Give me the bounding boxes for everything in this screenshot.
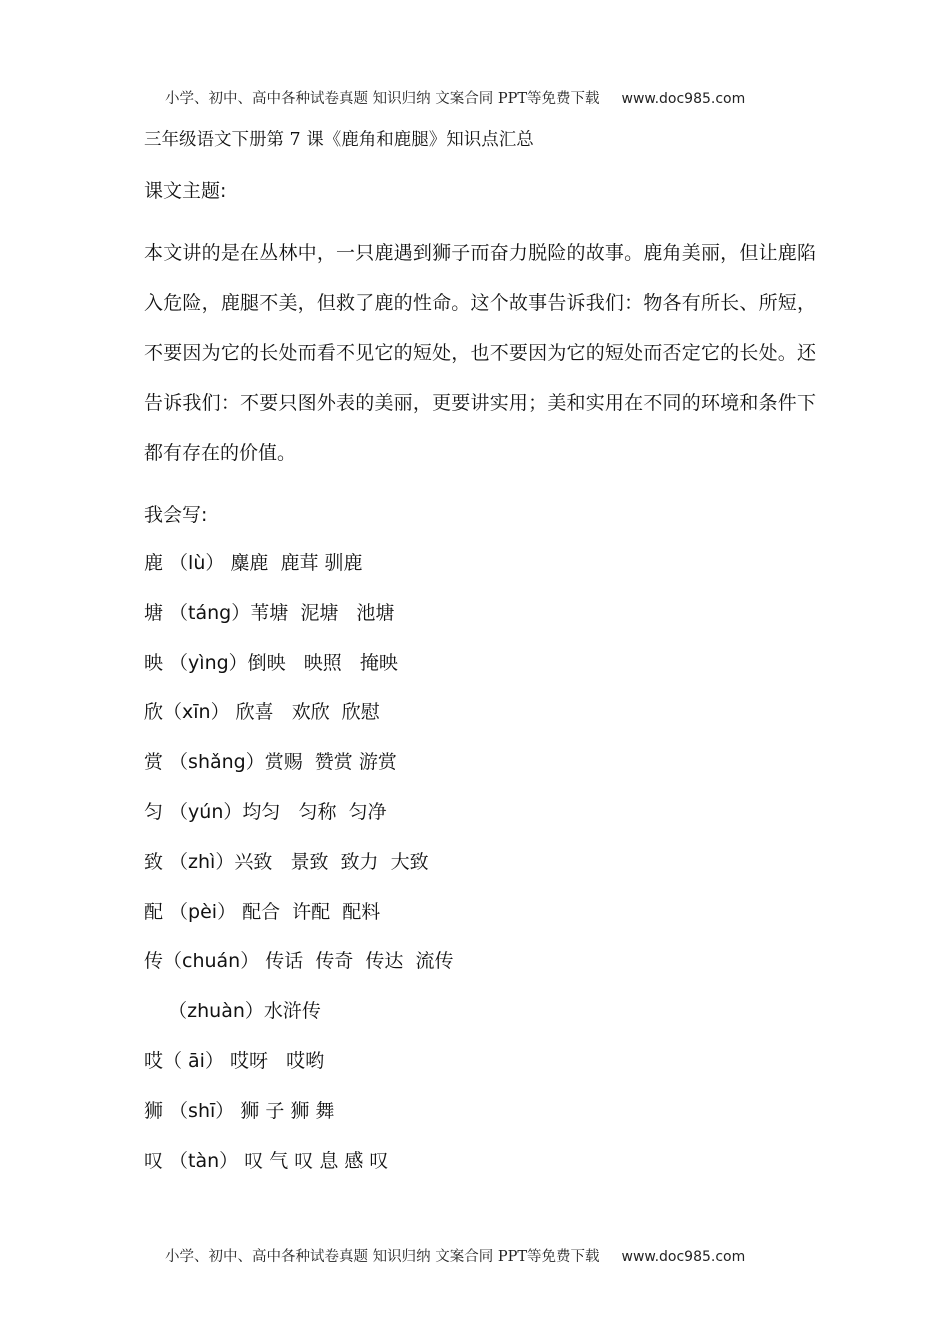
list-item: 匀 （yún）均匀 匀称 匀净 [144, 800, 387, 823]
list-item: 欣（xīn） 欣喜 欢欣 欣慰 [144, 701, 380, 724]
list-item: 配 （pèi） 配合 许配 配料 [144, 900, 381, 923]
list-item: 哎（ āi） 哎呀 哎哟 [144, 1049, 325, 1072]
theme-paragraph: 本文讲的是在丛林中，一只鹿遇到狮子而奋力脱险的故事。鹿角美丽，但让鹿陷入危险，鹿腿不美，但救了鹿的性命。这个故事告诉我们：物各有所长、所短，不要因为它的长处而看不见它的短处，也不要因为它的短处而否定它的长处。还告诉我们：不要只图外表的美丽，更要讲实用；美和实用在不同的环境和条件下都有存在的价值。 [144, 242, 816, 464]
footer-text: 小学、初中、高中各种试卷真题 知识归纳 文案合同 PPT等免费下载 [165, 1249, 600, 1265]
list-item: 塘 （táng）苇塘 泥塘 池塘 [144, 601, 395, 624]
list-item: 鹿 （lù） 麋鹿 鹿茸 驯鹿 [144, 552, 363, 574]
page-header [165, 87, 815, 108]
page-footer [165, 1245, 815, 1266]
list-item: 传（chuán） 传话 传奇 传达 流传 [144, 950, 454, 973]
list-item: 赏 （shǎng）赏赐 赞赏 游赏 [144, 751, 397, 774]
header-site-link[interactable]: www.doc985.com [621, 91, 746, 107]
list-item: （zhuàn）水浒传 [144, 1000, 321, 1023]
list-item: 叹 （tàn） 叹 气 叹 息 感 叹 [144, 1149, 389, 1172]
list-item: 致 （zhì）兴致 景致 致力 大致 [144, 850, 429, 873]
list-item: 映 （yìng）倒映 映照 掩映 [144, 651, 398, 674]
document-title: 三年级语文下册第 7 课《鹿角和鹿腿》知识点汇总 [144, 130, 534, 150]
footer-site-link[interactable]: www.doc985.com [621, 1249, 746, 1265]
header-text: 小学、初中、高中各种试卷真题 知识归纳 文案合同 PPT等免费下载 [165, 91, 600, 107]
character-list [144, 539, 816, 1186]
theme-heading: 课文主题: [144, 180, 227, 202]
list-item: 狮 （shī） 狮 子 狮 舞 [144, 1099, 335, 1122]
write-heading: 我会写: [144, 504, 208, 526]
